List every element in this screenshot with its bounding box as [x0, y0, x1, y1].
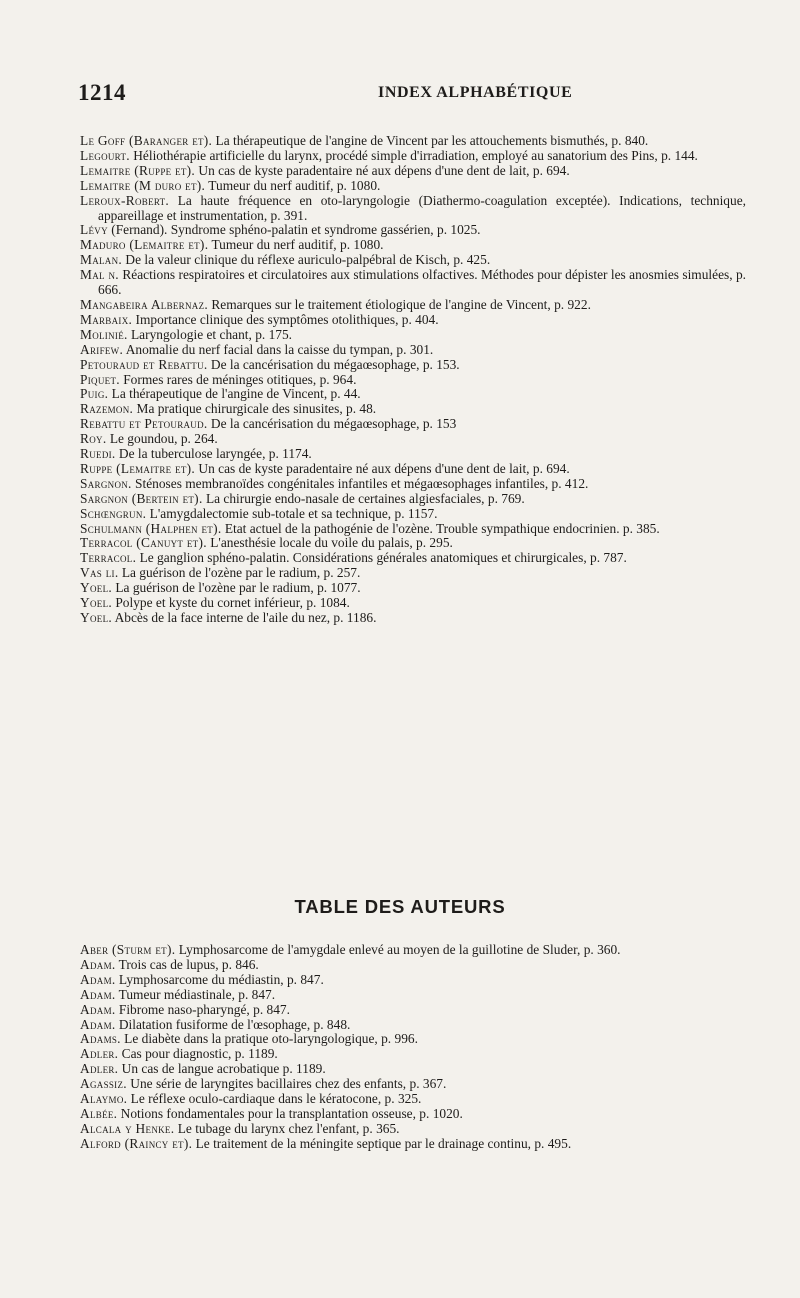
entry-description: Importance clinique des symptômes otolithiques, p. 404.	[132, 311, 439, 327]
entry-author-name: Agassiz.	[80, 1076, 127, 1092]
entry-description: Le diabète dans la pratique oto-laryngologique, p. 996.	[120, 1031, 418, 1047]
index-entry	[80, 194, 746, 224]
entry-description: Un cas de kyste paradentaire né aux dépens d'une dent de lait, p. 694.	[195, 162, 570, 178]
entry-description: La chirurgie endo-nasale de certaines algiesfaciales, p. 769.	[202, 490, 525, 506]
entry-author-name: Lemaitre (M duro et).	[80, 177, 206, 193]
entry-author-name: Marbaix.	[80, 311, 133, 327]
entry-author-name: Schœngrun.	[80, 505, 147, 521]
index-entry	[80, 223, 746, 238]
entry-description: (Fernand). Syndrome sphéno-palatin et syndrome gassérien, p. 1025.	[107, 222, 481, 238]
index-entry	[80, 958, 746, 973]
entry-description: Dilatation fusiforme de l'œsophage, p. 848.	[115, 1016, 351, 1032]
index-entry	[80, 373, 746, 388]
index-entry	[80, 268, 746, 298]
index-entry	[80, 134, 746, 149]
section-title-table-des-auteurs: TABLE DES AUTEURS	[294, 896, 506, 917]
entry-description: Lymphosarcome de l'amygdale enlevé au moyen de la guillotine de Sluder, p. 360.	[175, 942, 621, 957]
entry-author-name: Vas li.	[80, 565, 119, 581]
index-entry	[80, 1032, 746, 1047]
entry-description: Tumeur du nerf auditif, p. 1080.	[205, 177, 381, 193]
entry-description: Tumeur du nerf auditif, p. 1080.	[208, 237, 384, 253]
entry-author-name: Molinié.	[80, 326, 128, 342]
entry-author-name: Sargnon.	[80, 475, 132, 491]
entry-author-name: Adam.	[80, 956, 116, 972]
index-entry	[80, 581, 746, 596]
index-entry	[80, 313, 746, 328]
entry-description: Un cas de kyste paradentaire né aux dépens d'une dent de lait, p. 694.	[195, 460, 570, 476]
entry-description: Lymphosarcome du médiastin, p. 847.	[115, 971, 324, 987]
entry-author-name: Roy.	[80, 431, 107, 447]
index-entry	[80, 358, 746, 373]
index-entry	[80, 238, 746, 253]
entry-description: De la cancérisation du mégaœsophage, p. 153.	[207, 356, 460, 372]
entry-author-name: Alford (Raincy et).	[80, 1135, 193, 1151]
entry-description: La haute fréquence en oto-laryngologie (Diathermo-coagulation exceptée). Indications, technique, appareillage et instrumentation, p. 391.	[98, 192, 746, 223]
index-entry	[80, 402, 746, 417]
entry-author-name: Maduro (Lemaitre et).	[80, 237, 209, 253]
index-entry	[80, 566, 746, 581]
index-entry	[80, 988, 746, 1003]
entry-description: Laryngologie et chant, p. 175.	[127, 326, 293, 342]
index-entry	[80, 1062, 746, 1077]
entry-author-name: Ruppe (Lemaitre et).	[80, 460, 196, 476]
entry-description: Réactions respiratoires et circulatoires aux stimulations olfactives. Méthodes pour dépister les anosmies simulées, p. 666.	[98, 267, 746, 298]
index-entry	[80, 1122, 746, 1137]
entry-description: Formes rares de méninges otitiques, p. 964.	[119, 371, 357, 387]
author-entries	[80, 943, 746, 1152]
entry-author-name: Aber (Sturm et).	[80, 942, 176, 957]
entry-author-name: Alcala y Henke.	[80, 1120, 175, 1136]
index-entry	[80, 447, 746, 462]
entry-description: Tumeur médiastinale, p. 847.	[115, 986, 276, 1002]
index-entry	[80, 387, 746, 402]
entry-description: De la valeur clinique du réflexe auriculo-palpébral de Kisch, p. 425.	[122, 252, 491, 268]
entry-description: Ma pratique chirurgicale des sinusites, p. 48.	[133, 401, 377, 417]
entry-author-name: Petouraud et Rebattu.	[80, 356, 208, 372]
entry-author-name: Yoel.	[80, 580, 113, 596]
entry-author-name: Adams.	[80, 1031, 121, 1047]
entry-author-name: Terracol.	[80, 550, 137, 566]
entry-description: De la tuberculose laryngée, p. 1174.	[115, 446, 312, 462]
entry-description: Le goundou, p. 264.	[106, 431, 218, 447]
index-entry	[80, 611, 746, 626]
entry-author-name: Adam.	[80, 1001, 116, 1017]
index-entry	[80, 943, 746, 958]
index-entry	[80, 417, 746, 432]
entry-author-name: Leroux-Robert.	[80, 192, 170, 208]
entry-author-name: Mal n.	[80, 267, 119, 283]
index-entry	[80, 596, 746, 611]
entry-description: Abcès de la face interne de l'aile du nez, p. 1186.	[112, 610, 377, 625]
entry-author-name: Albée.	[80, 1105, 118, 1121]
index-entry	[80, 298, 746, 313]
entry-description: Le tubage du larynx chez l'enfant, p. 365.	[174, 1120, 400, 1136]
index-entry	[80, 1077, 746, 1092]
entry-author-name: Yoel.	[80, 610, 113, 625]
entry-description: Anomalie du nerf facial dans la caisse du tympan, p. 301.	[123, 341, 434, 357]
entry-author-name: Adam.	[80, 1016, 116, 1032]
entry-description: Un cas de langue acrobatique p. 1189.	[118, 1061, 326, 1077]
entry-description: Polype et kyste du cornet inférieur, p. 1084.	[112, 595, 350, 611]
entry-description: Trois cas de lupus, p. 846.	[115, 956, 259, 972]
entry-description: La guérison de l'ozène par le radium, p. 257.	[118, 565, 361, 581]
entry-description: La guérison de l'ozène par le radium, p. 1077.	[112, 580, 361, 596]
index-entry	[80, 551, 746, 566]
entry-author-name: Lévy	[80, 222, 108, 238]
entry-description: L'anesthésie locale du voile du palais, p. 295.	[206, 535, 453, 551]
index-entry	[80, 973, 746, 988]
entry-author-name: Ruedi.	[80, 446, 116, 462]
entry-author-name: Malan.	[80, 252, 123, 268]
entry-description: Le ganglion sphéno-palatin. Considérations générales anatomiques et chirurgicales, p. 787.	[136, 550, 627, 566]
page-header	[78, 80, 746, 110]
index-entry	[80, 253, 746, 268]
entry-author-name: Razemon.	[80, 401, 134, 417]
index-entry	[80, 1003, 746, 1018]
entry-author-name: Piquet.	[80, 371, 120, 387]
index-entries	[80, 134, 746, 626]
index-entry	[80, 1137, 746, 1152]
index-entry	[80, 1092, 746, 1107]
index-entry	[80, 432, 746, 447]
entry-author-name: Puig.	[80, 386, 109, 402]
entry-description: La thérapeutique de l'angine de Vincent, p. 44.	[108, 386, 361, 402]
entry-author-name: Adam.	[80, 971, 116, 987]
page-number: 1214	[78, 80, 126, 105]
index-entry	[80, 328, 746, 343]
entry-description: Fibrome naso-pharyngé, p. 847.	[115, 1001, 290, 1017]
index-entry	[80, 492, 746, 507]
entry-author-name: Yoel.	[80, 595, 113, 611]
entry-author-name: Le Goff (Baranger et).	[80, 133, 213, 148]
entry-author-name: Arifew.	[80, 341, 124, 357]
index-entry	[80, 343, 746, 358]
index-entry	[80, 164, 746, 179]
index-entry	[80, 462, 746, 477]
entry-description: La thérapeutique de l'angine de Vincent par les attouchements bismuthés, p. 840.	[212, 133, 649, 148]
entry-description: Une série de laryngites bacillaires chez des enfants, p. 367.	[126, 1076, 447, 1092]
entry-description: Le réflexe oculo-cardiaque dans le kératocone, p. 325.	[127, 1091, 422, 1107]
entry-description: Notions fondamentales pour la transplantation osseuse, p. 1020.	[117, 1105, 463, 1121]
entry-author-name: Adler.	[80, 1046, 119, 1062]
entry-author-name: Alaymo.	[80, 1091, 128, 1107]
running-head: INDEX ALPHABÉTIQUE	[378, 84, 573, 101]
index-entry	[80, 179, 746, 194]
entry-author-name: Mangabeira Albernaz.	[80, 296, 209, 312]
index-entry	[80, 477, 746, 492]
index-entry	[80, 1018, 746, 1033]
entry-description: Etat actuel de la pathogénie de l'ozène. Trouble sympathique endocrinien. p. 385.	[221, 520, 660, 536]
entry-description: De la cancérisation du mégaœsophage, p. 153	[207, 416, 457, 432]
entry-author-name: Adler.	[80, 1061, 119, 1077]
entry-description: L'amygdalectomie sub-totale et sa technique, p. 1157.	[146, 505, 438, 521]
entry-author-name: Legourt.	[80, 147, 130, 163]
entry-description: Sténoses membranoïdes congénitales infantiles et mégaœsophages infantiles, p. 412.	[131, 475, 589, 491]
index-entry	[80, 1047, 746, 1062]
index-entry	[80, 1107, 746, 1122]
entry-description: Remarques sur le traitement étiologique de l'angine de Vincent, p. 922.	[208, 296, 591, 312]
entry-description: Cas pour diagnostic, p. 1189.	[118, 1046, 278, 1062]
entry-author-name: Adam.	[80, 986, 116, 1002]
entry-description: Le traitement de la méningite septique par le drainage continu, p. 495.	[192, 1135, 572, 1151]
entry-author-name: Rebattu et Petouraud.	[80, 416, 208, 432]
index-entry	[80, 522, 746, 537]
entry-author-name: Schulmann (Halphen et).	[80, 520, 222, 536]
entry-author-name: Sargnon (Bertein et).	[80, 490, 203, 506]
index-entry	[80, 149, 746, 164]
entry-description: Héliothérapie artificielle du larynx, procédé simple d'irradiation, employé au sanatorium des Pins, p. 144.	[129, 147, 698, 163]
index-entry	[80, 507, 746, 522]
entry-author-name: Lemaitre (Ruppe et).	[80, 162, 196, 178]
index-entry	[80, 536, 746, 551]
entry-author-name: Terracol (Canuyt et).	[80, 535, 207, 551]
